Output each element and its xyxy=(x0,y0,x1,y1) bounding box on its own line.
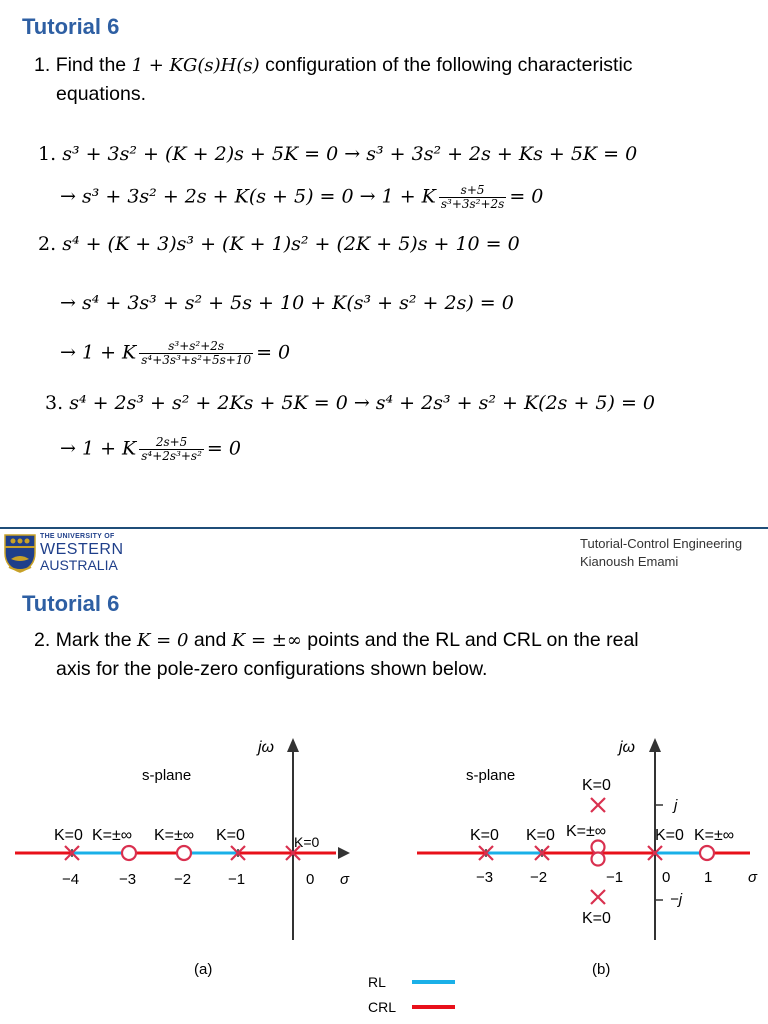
jw-label: jω xyxy=(619,739,636,756)
question-text-cont: axis for the pole-zero configurations shown below. xyxy=(56,658,488,680)
equation-1-line-1 xyxy=(38,143,637,165)
equation-text: = 0 xyxy=(206,437,241,460)
question-text: Find the xyxy=(55,54,127,76)
caption-a: (a) xyxy=(194,961,213,978)
legend xyxy=(368,974,455,1015)
jw-axis-arrow xyxy=(287,738,299,752)
question-text: Mark the xyxy=(55,629,132,651)
equation-3-line-1 xyxy=(45,392,655,414)
equation-2-line-2: → s⁴ + 3s³ + s² + 5s + 10 + K(s³ + s² + 2s) = 0 xyxy=(60,292,514,314)
question-text: points and the RL and CRL on the real xyxy=(307,629,639,651)
k-label: K=0 xyxy=(216,827,245,844)
root-locus-figure xyxy=(0,720,768,1024)
author-name: Kianoush Emami xyxy=(580,554,679,569)
university-logo xyxy=(3,533,143,575)
tick-label: −3 xyxy=(476,869,494,886)
tick-label: 1 xyxy=(704,869,713,886)
logo-text-bottom: AUSTRALIA xyxy=(40,557,118,573)
k-label-bottom: K=0 xyxy=(582,910,611,927)
j-pos-label: j xyxy=(674,797,678,814)
equation-3-line-2 xyxy=(60,436,241,463)
equation-text: → 1 + K xyxy=(60,341,137,364)
k-label: K=0 xyxy=(526,827,555,844)
zero-marker xyxy=(592,853,605,866)
caption-b: (b) xyxy=(592,961,611,978)
fraction xyxy=(139,436,204,463)
k-label: K=±∞ xyxy=(92,827,133,844)
fraction-numerator: s³+s²+2s xyxy=(168,339,225,353)
course-name: Tutorial-Control Engineering xyxy=(580,536,743,551)
equation-2-line-1 xyxy=(38,233,520,255)
question-text-cont: equations. xyxy=(56,83,146,105)
fraction xyxy=(139,340,253,367)
fraction-denominator: s⁴+2s³+s² xyxy=(141,449,202,463)
equation-text: s⁴ + (K + 3)s³ + (K + 1)s² + (2K + 5)s + 10 = 0 xyxy=(62,233,520,255)
jw-label: jω xyxy=(258,739,275,756)
fraction-numerator: s+5 xyxy=(460,183,485,197)
tick-label: −4 xyxy=(62,871,80,888)
logo-text-top: THE UNIVERSITY OF xyxy=(40,533,115,540)
slide1-question xyxy=(34,51,754,80)
k-label-top: K=0 xyxy=(582,777,611,794)
fraction-denominator: s³+3s²+2s xyxy=(440,197,505,211)
question-text: configuration of the following characteristic xyxy=(265,54,633,76)
question-expression: 1 + KG(s)H(s) xyxy=(131,55,260,76)
k-label: K=0 xyxy=(54,827,83,844)
equation-label: 3. xyxy=(45,392,64,414)
question-number: 1. xyxy=(34,54,51,76)
k-inf-expr: K = ±∞ xyxy=(231,630,302,651)
k-label: K=0 xyxy=(470,827,499,844)
tick-label: −2 xyxy=(174,871,192,888)
splane-label: s-plane xyxy=(466,767,516,784)
tick-label: −1 xyxy=(606,869,624,886)
j-neg-label: −j xyxy=(670,891,683,908)
diagram-b xyxy=(417,738,758,978)
equation-text: = 0 xyxy=(256,341,291,364)
logo-text-main: WESTERN xyxy=(40,541,124,558)
equation-text: s⁴ + 2s³ + s² + 2Ks + 5K = 0 → s⁴ + 2s³ + s² + K(2s + 5) = 0 xyxy=(69,392,655,414)
k-label: K=0 xyxy=(655,827,684,844)
pole-marker xyxy=(591,798,605,812)
fraction xyxy=(439,184,506,211)
legend-rl-label: RL xyxy=(368,974,386,990)
equation-text: → 1 + K xyxy=(60,437,137,460)
equation-text: → s³ + 3s² + 2s + K(s + 5) = 0 → 1 + K xyxy=(60,185,436,208)
sigma-label: σ xyxy=(340,871,350,888)
k-label: K=±∞ xyxy=(154,827,195,844)
tick-label: 0 xyxy=(662,869,671,886)
question-text: and xyxy=(193,629,227,651)
jw-axis-arrow xyxy=(649,738,661,752)
equation-label: 1. xyxy=(38,143,57,165)
tick-label: −3 xyxy=(119,871,137,888)
legend-crl-label: CRL xyxy=(368,999,397,1015)
k-label: K=0 xyxy=(294,834,320,850)
zero-marker xyxy=(700,846,714,860)
tick-label: −1 xyxy=(228,871,246,888)
tick-label: −2 xyxy=(530,869,548,886)
equation-1-line-2 xyxy=(60,184,543,211)
fraction-denominator: s⁴+3s³+s²+5s+10 xyxy=(141,353,252,367)
splane-label: s-plane xyxy=(142,767,192,784)
equation-label: 2. xyxy=(38,233,57,255)
pole-marker xyxy=(591,890,605,904)
tick-label: 0 xyxy=(306,871,315,888)
equation-2-line-3 xyxy=(60,340,290,367)
equation-text: = 0 xyxy=(509,185,544,208)
zero-marker xyxy=(122,846,136,860)
k-zero-expr: K = 0 xyxy=(136,630,189,651)
zero-marker xyxy=(177,846,191,860)
k-label: K=±∞ xyxy=(566,823,607,840)
question-number: 2. xyxy=(34,629,51,651)
slide1-title: Tutorial 6 xyxy=(22,14,120,39)
slide-divider xyxy=(0,527,768,529)
equation-text: s³ + 3s² + (K + 2)s + 5K = 0 → s³ + 3s² + 2s + Ks + 5K = 0 xyxy=(62,143,638,165)
crest-icon xyxy=(3,533,37,573)
sigma-label: σ xyxy=(748,869,758,886)
fraction-numerator: 2s+5 xyxy=(155,435,188,449)
k-label: K=±∞ xyxy=(694,827,735,844)
slide2-title: Tutorial 6 xyxy=(22,591,120,616)
slide2-question xyxy=(34,626,754,655)
sigma-axis-arrow xyxy=(338,847,350,859)
diagram-a xyxy=(15,738,350,978)
